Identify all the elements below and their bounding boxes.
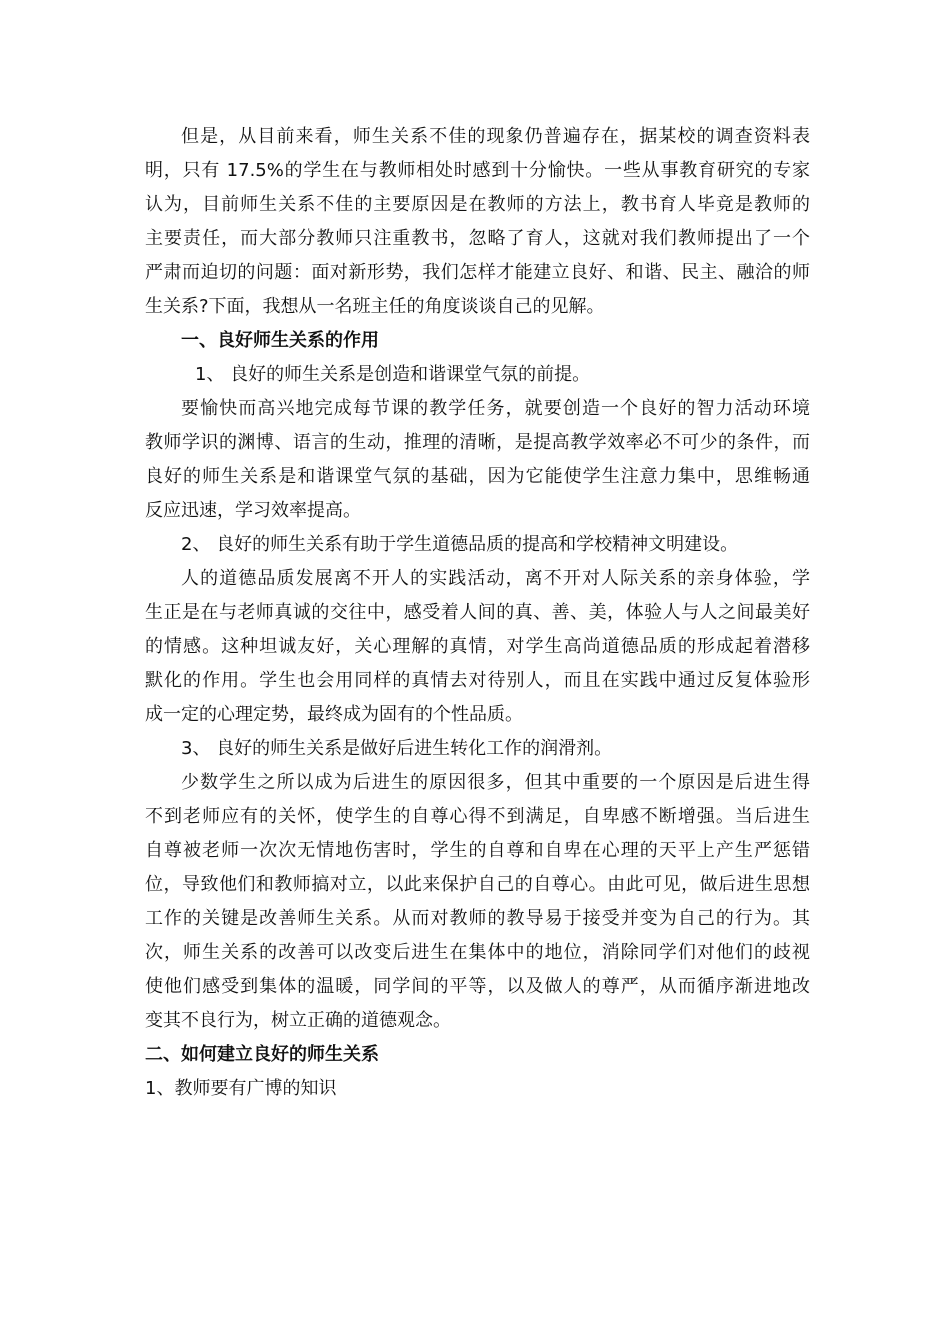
section-heading: 二、如何建立良好的师生关系	[145, 1044, 379, 1065]
paragraph-line: 明，只有 17.5%的学生在与教师相处时感到十分愉快。一些从事教育研究的专家	[145, 160, 810, 181]
paragraph-line: 生关系?下面，我想从一名班主任的角度谈谈自己的见解。	[145, 296, 605, 317]
document-page	[145, 120, 810, 1106]
paragraph-line: 工作的关键是改善师生关系。从而对教师的教导易于接受并变为自己的行为。其	[145, 908, 810, 929]
paragraph-line: 生正是在与老师真诚的交往中，感受着人间的真、善、美，体验人与人之间最美好	[145, 602, 810, 623]
paragraph-line: 默化的作用。学生也会用同样的真情去对待别人，而且在实践中通过反复体验形	[145, 670, 810, 691]
paragraph-line: 次，师生关系的改善可以改变后进生在集体中的地位，消除同学们对他们的歧视	[145, 942, 810, 963]
paragraph-line: 变其不良行为，树立正确的道德观念。	[145, 1010, 451, 1031]
paragraph-line: 严肃而迫切的问题：面对新形势，我们怎样才能建立良好、和谐、民主、融洽的师	[145, 262, 810, 283]
subheading: 1、教师要有广博的知识	[145, 1078, 337, 1099]
paragraph-line: 使他们感受到集体的温暖，同学间的平等，以及做人的尊严，从而循序渐进地改	[145, 976, 810, 997]
paragraph-line: 不到老师应有的关怀，使学生的自尊心得不到满足，自卑感不断增强。当后进生	[145, 806, 810, 827]
paragraph-line: 人的道德品质发展离不开人的实践活动，离不开对人际关系的亲身体验，学	[181, 568, 810, 589]
paragraph-line: 但是，从目前来看，师生关系不佳的现象仍普遍存在，据某校的调查资料表	[181, 126, 810, 147]
paragraph-line: 要愉快而高兴地完成每节课的教学任务，就要创造一个良好的智力活动环境	[181, 398, 810, 419]
paragraph-line: 教师学识的渊博、语言的生动，推理的清晰，是提高教学效率必不可少的条件，而	[145, 432, 810, 453]
paragraph-line: 少数学生之所以成为后进生的原因很多，但其中重要的一个原因是后进生得	[181, 772, 810, 793]
subheading: 1、 良好的师生关系是创造和谐课堂气氛的前提。	[195, 364, 591, 385]
paragraph-line: 认为，目前师生关系不佳的主要原因是在教师的方法上，教书育人毕竟是教师的	[145, 194, 810, 215]
paragraph-line: 良好的师生关系是和谐课堂气氛的基础，因为它能使学生注意力集中，思维畅通	[145, 466, 810, 487]
paragraph-line: 成一定的心理定势，最终成为固有的个性品质。	[145, 704, 523, 725]
subheading: 3、 良好的师生关系是做好后进生转化工作的润滑剂。	[181, 738, 613, 759]
paragraph-line: 位，导致他们和教师搞对立，以此来保护自己的自尊心。由此可见，做后进生思想	[145, 874, 810, 895]
section-heading: 一、良好师生关系的作用	[181, 330, 379, 351]
subheading: 2、 良好的师生关系有助于学生道德品质的提高和学校精神文明建设。	[181, 534, 739, 555]
paragraph-line: 的情感。这种坦诚友好，关心理解的真情，对学生高尚道德品质的形成起着潜移	[145, 636, 810, 657]
paragraph-line: 自尊被老师一次次无情地伤害时，学生的自尊和自卑在心理的天平上产生严惩错	[145, 840, 810, 861]
paragraph-line: 反应迅速，学习效率提高。	[145, 500, 361, 521]
paragraph-line: 主要责任，而大部分教师只注重教书，忽略了育人，这就对我们教师提出了一个	[145, 228, 810, 249]
